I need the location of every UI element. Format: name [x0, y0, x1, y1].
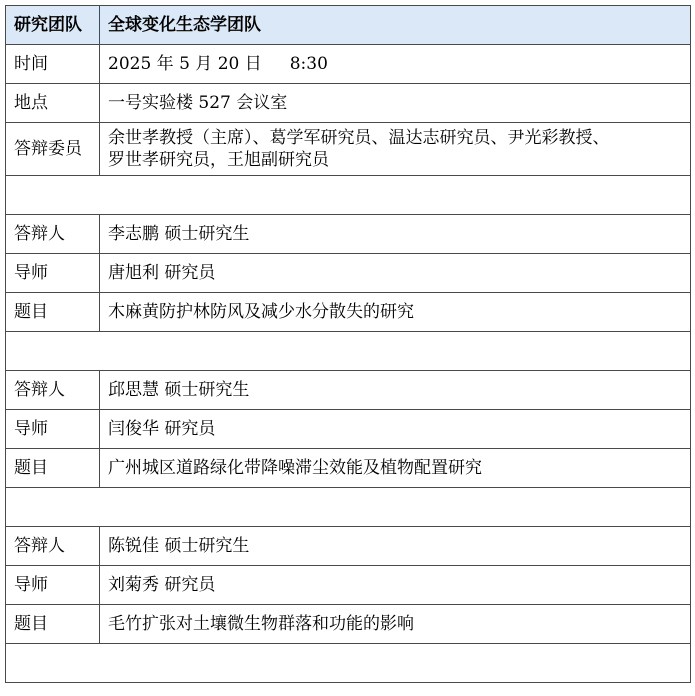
- defender-name: 邱思慧 硕士研究生: [100, 371, 691, 410]
- committee-label: 答辩委员: [6, 123, 100, 176]
- advisor-label: 导师: [6, 566, 100, 605]
- defender-label: 答辩人: [6, 215, 100, 254]
- spacer-row: [6, 332, 691, 371]
- spacer-cell: [6, 176, 691, 215]
- advisor-name: 唐旭利 研究员: [100, 254, 691, 293]
- spacer-cell: [6, 488, 691, 527]
- committee-row: [6, 123, 691, 176]
- advisor-name: 闫俊华 研究员: [100, 410, 691, 449]
- time-date: 2025 年 5 月 20 日: [108, 54, 262, 74]
- spacer-cell: [6, 644, 691, 683]
- committee-value: [100, 123, 691, 176]
- place-value: 一号实验楼 527 会议室: [100, 84, 691, 123]
- place-label: 地点: [6, 84, 100, 123]
- topic-title: 木麻黄防护林防风及减少水分散失的研究: [100, 293, 691, 332]
- spacer-row: [6, 644, 691, 683]
- topic-label: 题目: [6, 449, 100, 488]
- committee-line-1: 余世孝教授（主席）、葛学军研究员、温达志研究员、尹光彩教授、: [108, 128, 610, 148]
- time-label: 时间: [6, 45, 100, 84]
- advisor-label: 导师: [6, 254, 100, 293]
- topic-row: [6, 449, 691, 488]
- advisor-name: 刘菊秀 研究员: [100, 566, 691, 605]
- place-row: [6, 84, 691, 123]
- topic-row: [6, 605, 691, 644]
- time-row: [6, 45, 691, 84]
- team-label: 研究团队: [6, 6, 100, 45]
- defender-row: [6, 527, 691, 566]
- topic-title: 广州城区道路绿化带降噪滞尘效能及植物配置研究: [100, 449, 691, 488]
- topic-title: 毛竹扩张对土壤微生物群落和功能的影响: [100, 605, 691, 644]
- committee-line-2: 罗世孝研究员，王旭副研究员: [108, 150, 329, 170]
- spacer-row: [6, 488, 691, 527]
- defender-row: [6, 371, 691, 410]
- defender-row: [6, 215, 691, 254]
- defender-label: 答辩人: [6, 527, 100, 566]
- topic-row: [6, 293, 691, 332]
- spacer-cell: [6, 332, 691, 371]
- advisor-row: [6, 566, 691, 605]
- header-row: [6, 6, 691, 45]
- defender-name: 李志鹏 硕士研究生: [100, 215, 691, 254]
- topic-label: 题目: [6, 605, 100, 644]
- advisor-row: [6, 254, 691, 293]
- time-value: [100, 45, 691, 84]
- defender-name: 陈锐佳 硕士研究生: [100, 527, 691, 566]
- spacer-row: [6, 176, 691, 215]
- time-clock: 8:30: [289, 54, 328, 74]
- defender-label: 答辩人: [6, 371, 100, 410]
- defense-schedule-table: [5, 5, 691, 683]
- advisor-row: [6, 410, 691, 449]
- team-name: 全球变化生态学团队: [100, 6, 691, 45]
- advisor-label: 导师: [6, 410, 100, 449]
- topic-label: 题目: [6, 293, 100, 332]
